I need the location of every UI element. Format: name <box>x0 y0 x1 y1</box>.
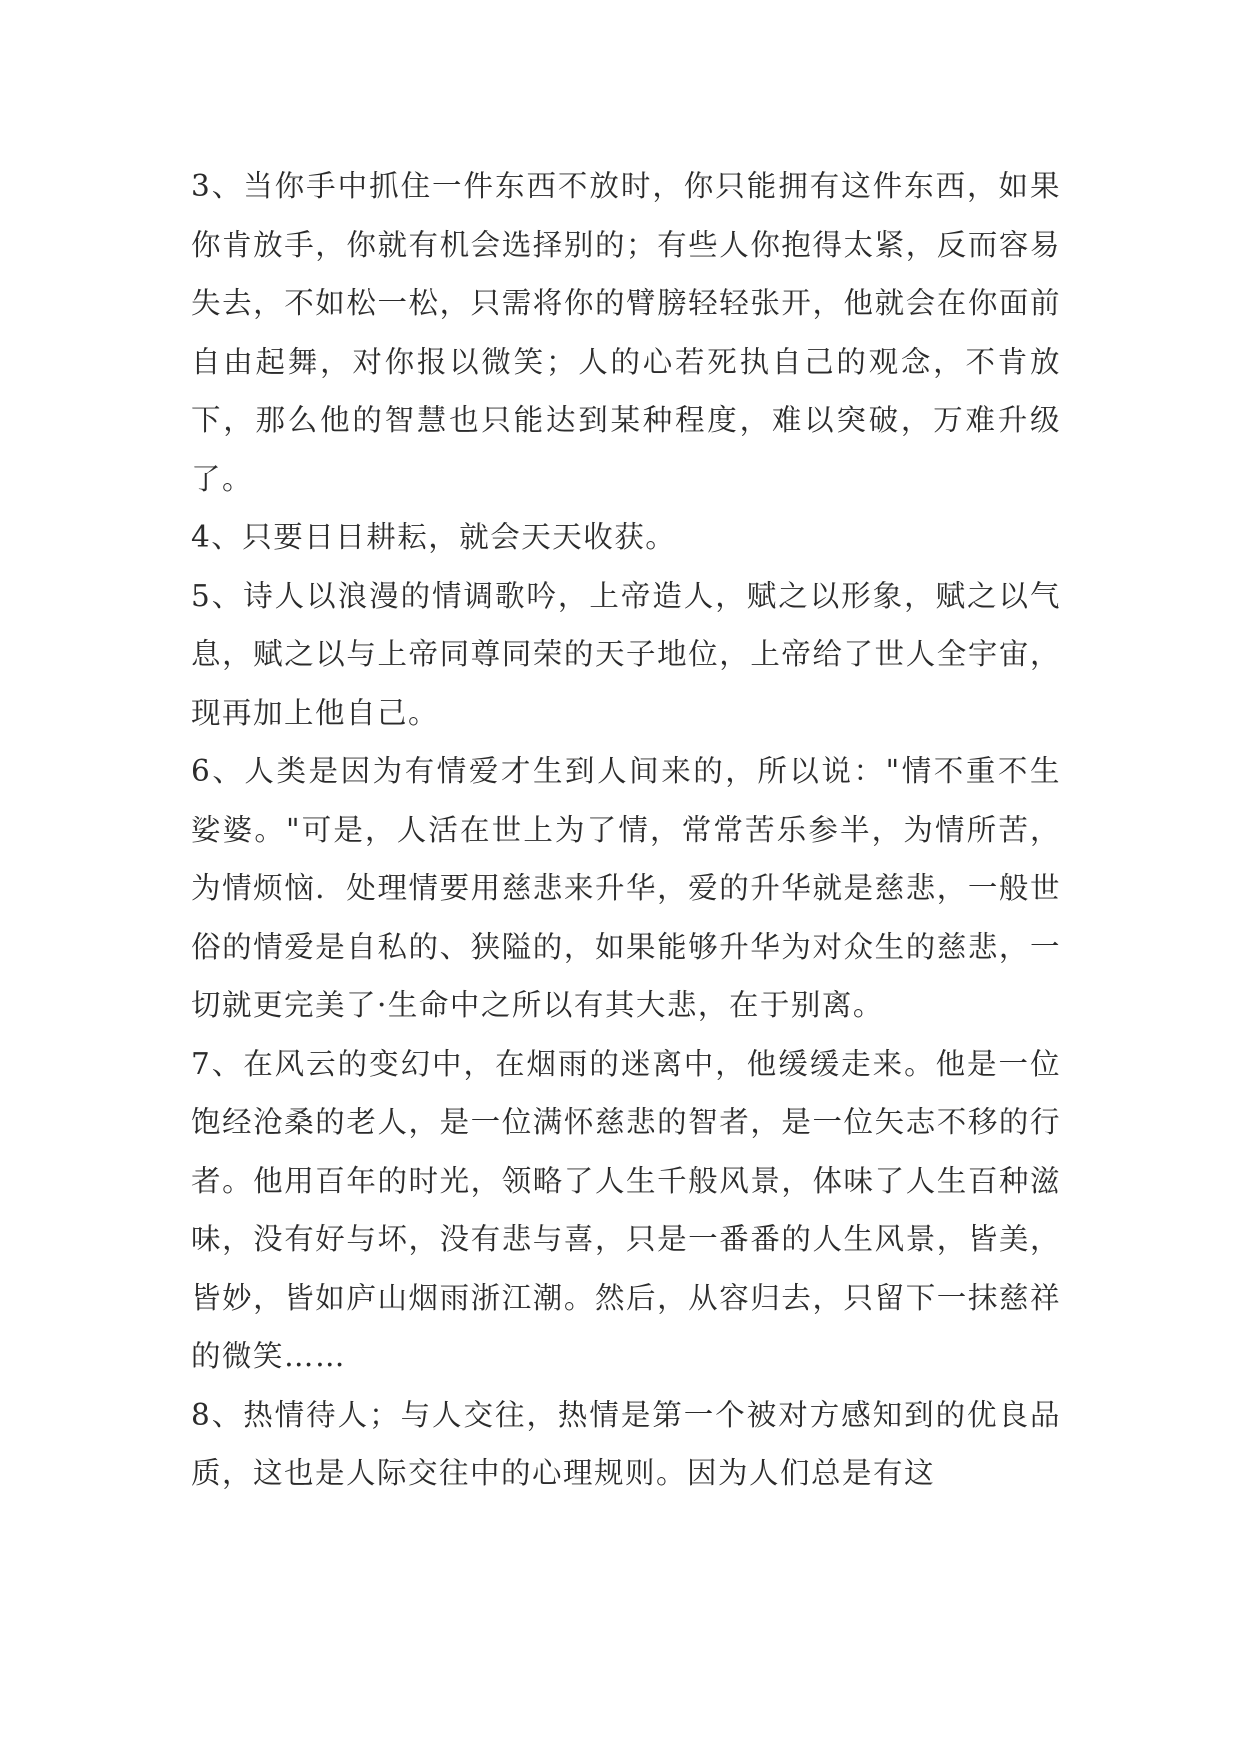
document-body <box>191 157 1061 1503</box>
paragraph-4: 4、只要日日耕耘，就会天天收获。 <box>191 520 677 554</box>
paragraph-8: 8、热情待人；与人交往，热情是第一个被对方感知到的优良品质，这也是人际交往中的心理规则。因为人们总是有这 <box>191 1397 1061 1490</box>
paragraph-5: 5、诗人以浪漫的情调歌吟，上帝造人，赋之以形象，赋之以气息，赋之以与上帝同尊同荣的天子地位，上帝给了世人全宇宙，现再加上他自己。 <box>191 578 1061 730</box>
paragraph-7: 7、在风云的变幻中，在烟雨的迷离中，他缓缓走来。他是一位饱经沧桑的老人，是一位满怀慈悲的智者，是一位矢志不移的行者。他用百年的时光，领略了人生千般风景，体味了人生百种滋味，没有好与坏，没有悲与喜，只是一番番的人生风景，皆美，皆妙，皆如庐山烟雨浙江潮。然后，从容归去，只留下一抹慈祥的微笑…… <box>191 1046 1061 1373</box>
paragraph-6: 6、人类是因为有情爱才生到人间来的，所以说："情不重不生娑婆。"可是，人活在世上为了情，常常苦乐参半，为情所苦，为情烦恼．处理情要用慈悲来升华，爱的升华就是慈悲，一般世俗的情爱是自私的、狭隘的，如果能够升华为对众生的慈悲，一切就更完美了·生命中之所以有其大悲，在于别离。 <box>191 754 1061 1022</box>
paragraph-3: 3、当你手中抓住一件东西不放时，你只能拥有这件东西，如果你肯放手，你就有机会选择别的；有些人你抱得太紧，反而容易失去，不如松一松，只需将你的臂膀轻轻张开，他就会在你面前自由起舞，对你报以微笑；人的心若死执自己的观念，不肯放下，那么他的智慧也只能达到某种程度，难以突破，万难升级了。 <box>191 169 1061 496</box>
